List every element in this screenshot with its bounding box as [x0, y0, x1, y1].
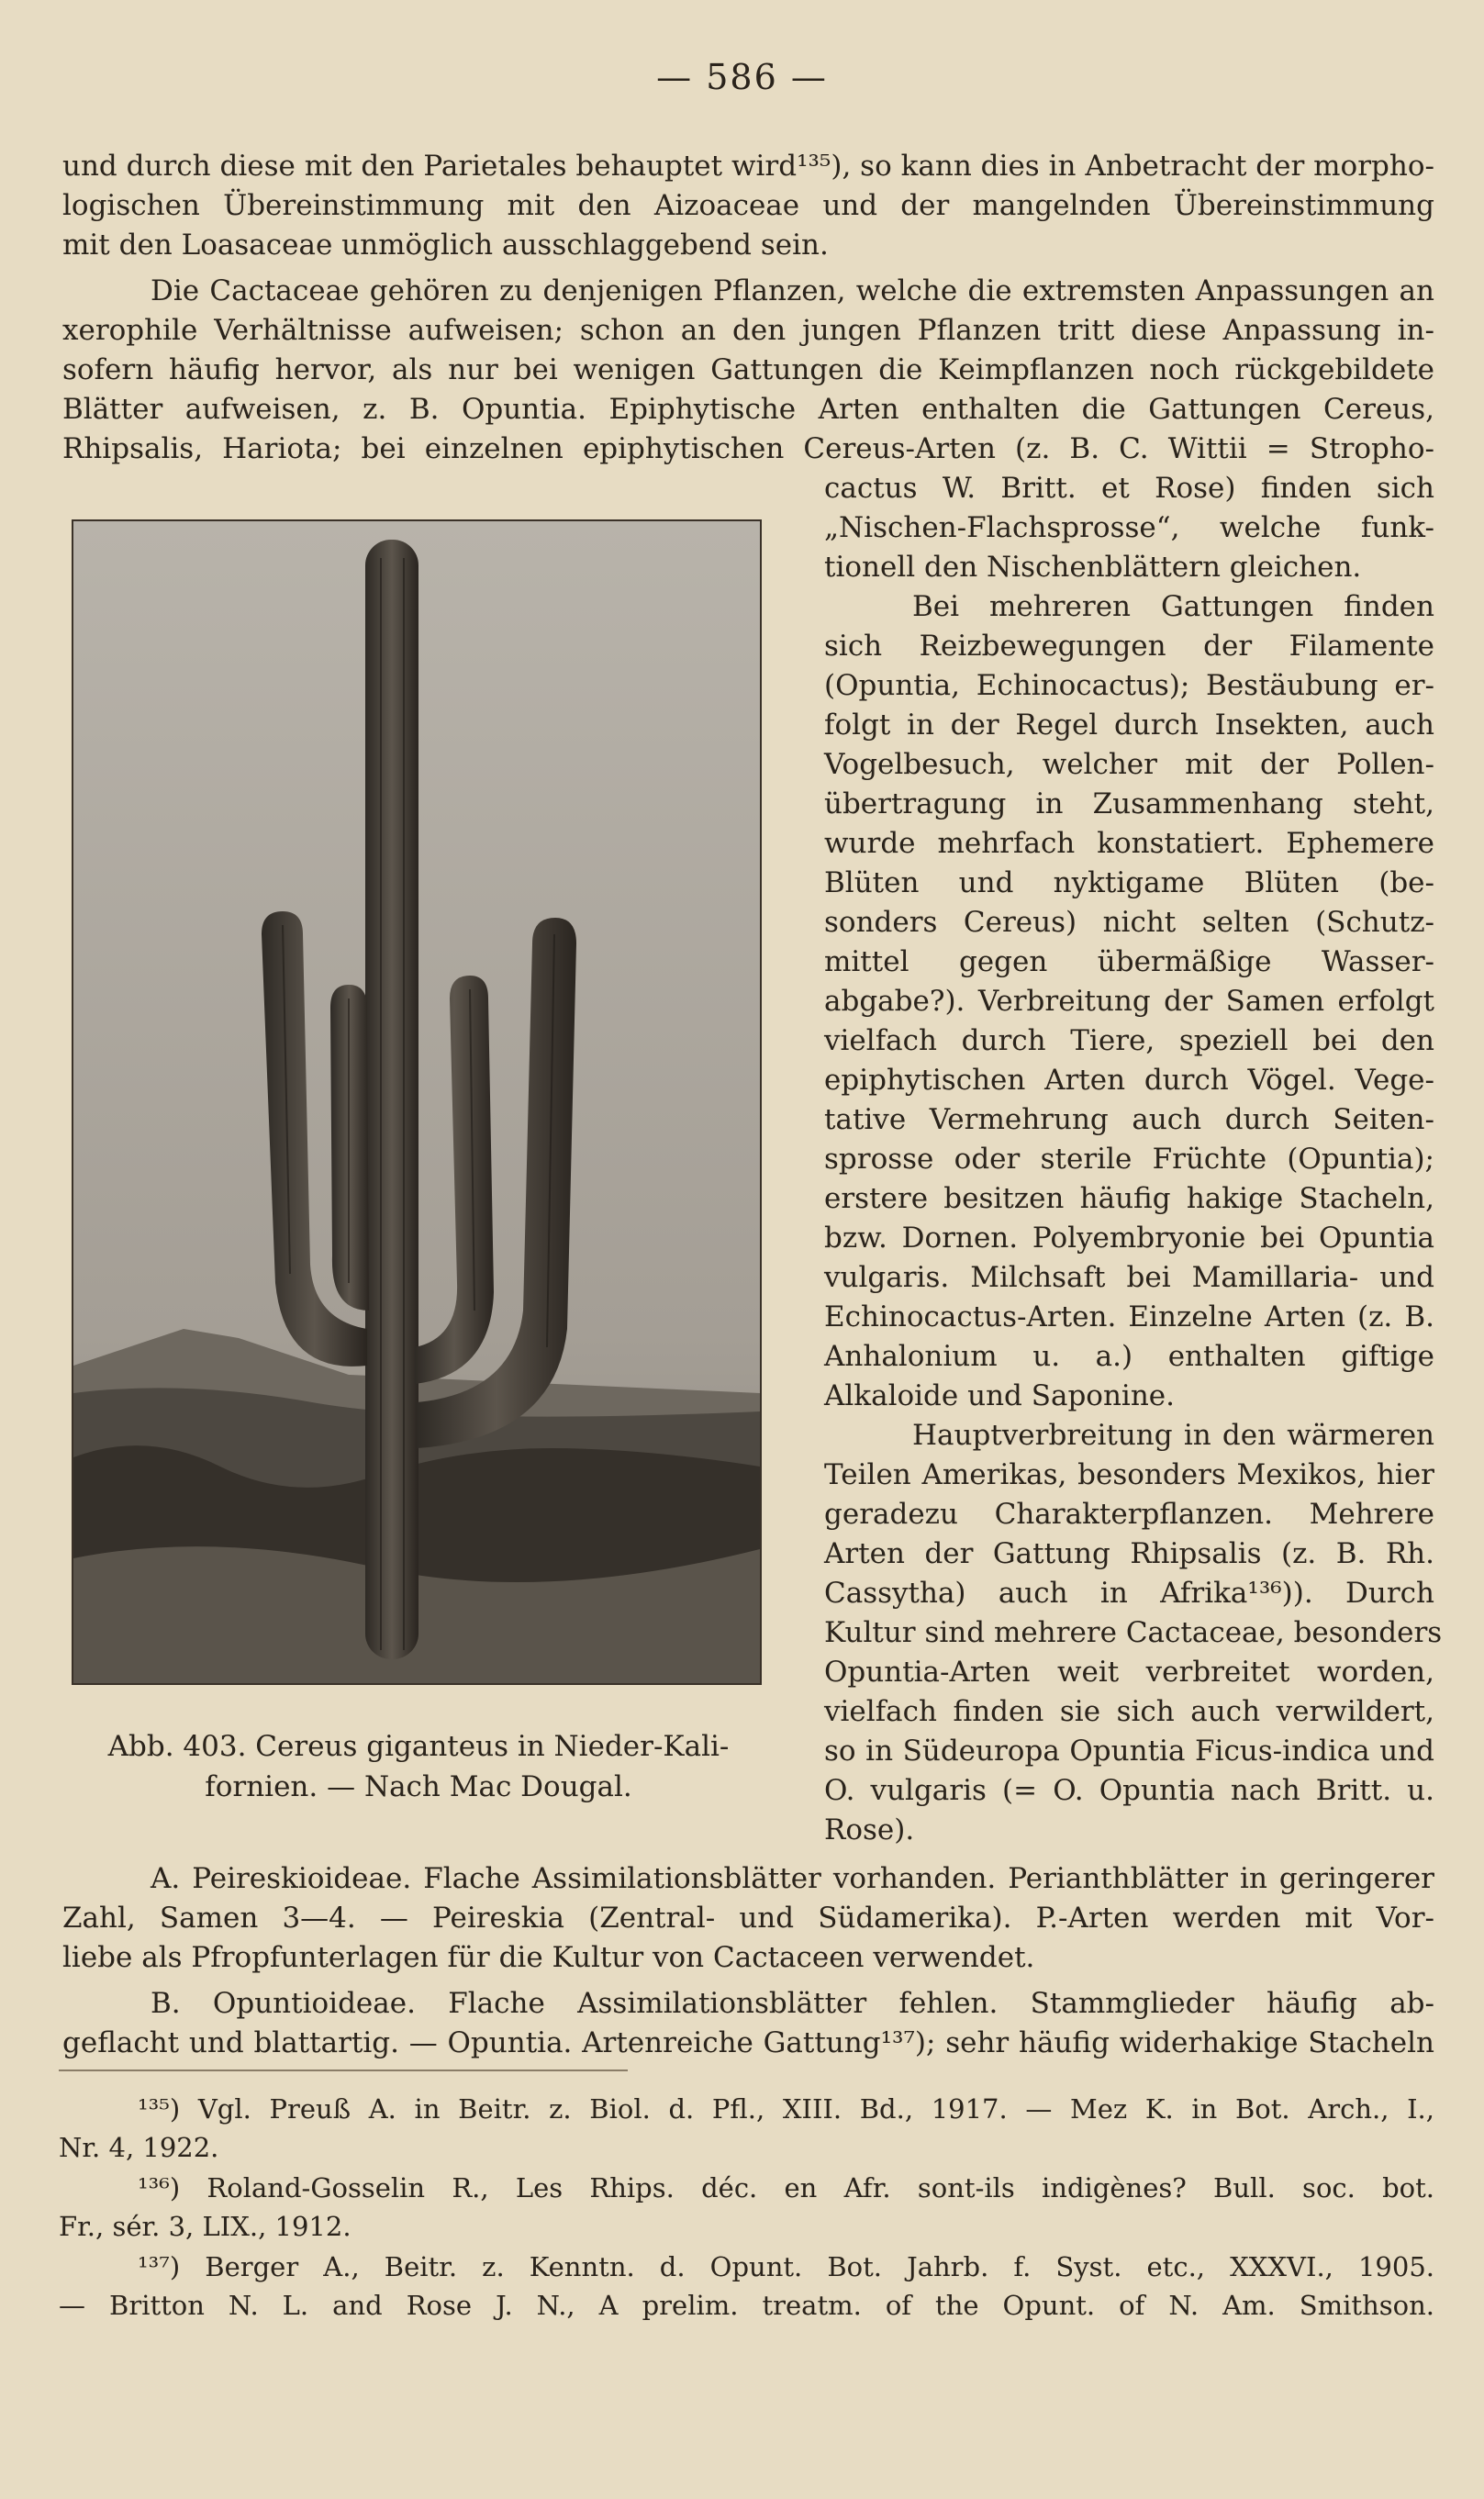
- text-line: cactus W. Britt. et Rose) finden sich: [824, 472, 1434, 505]
- text-line: liebe als Pfropfunterlagen für die Kultur von Cactaceen verwendet.: [62, 1941, 1035, 1974]
- text-line: Blüten und nyktigame Blüten (be-: [824, 866, 1434, 899]
- text-line: folgt in der Regel durch Insekten, auch: [824, 708, 1434, 742]
- text-line: Alkaloide und Saponine.: [824, 1379, 1176, 1412]
- footnote-line: Nr. 4, 1922.: [59, 2132, 219, 2163]
- text-line: mittel gegen übermäßige Wasser-: [824, 945, 1434, 978]
- text-line: Opuntia-Arten weit verbreitet worden,: [824, 1656, 1434, 1689]
- text-line: sprosse oder sterile Früchte (Opuntia);: [824, 1143, 1434, 1176]
- figure-caption-line: fornien. — Nach Mac Dougal.: [205, 1770, 632, 1803]
- text-line: Teilen Amerikas, besonders Mexikos, hier: [824, 1458, 1434, 1491]
- text-line: Bei mehreren Gattungen finden: [912, 590, 1434, 623]
- text-line: vulgaris. Milchsaft bei Mamillaria- und: [824, 1261, 1434, 1294]
- text-line: geradezu Charakterpflanzen. Mehrere: [824, 1498, 1434, 1531]
- text-line: erstere besitzen häufig hakige Stacheln,: [824, 1182, 1434, 1215]
- text-line: Rhipsalis, Hariota; bei einzelnen epiphytischen Cereus-Arten (z. B. C. Wittii = Stropho-: [62, 432, 1434, 465]
- text-line: B. Opuntioideae. Flache Assimilationsblätter fehlen. Stammglieder häufig ab-: [151, 1987, 1434, 2020]
- footnote-line: — Britton N. L. and Rose J. N., A prelim. treatm. of the Opunt. of N. Am. Smithson.: [59, 2290, 1434, 2321]
- text-line: Blätter aufweisen, z. B. Opuntia. Epiphytische Arten enthalten die Gattungen Cereus,: [62, 393, 1434, 426]
- text-line: xerophile Verhältnisse aufweisen; schon an den jungen Pflanzen tritt diese Anpassung in-: [62, 314, 1434, 347]
- text-line: übertragung in Zusammenhang steht,: [824, 787, 1434, 820]
- text-line: „Nischen-Flachsprosse“, welche funk-: [824, 511, 1434, 544]
- text-line: Echinocactus-Arten. Einzelne Arten (z. B.: [824, 1300, 1434, 1333]
- text-line: sonders Cereus) nicht selten (Schutz-: [824, 906, 1434, 939]
- text-line: A. Peireskioideae. Flache Assimilationsblätter vorhanden. Perianthblätter in geringerer: [151, 1862, 1434, 1895]
- text-line: und durch diese mit den Parietales behauptet wird¹³⁵), so kann dies in Anbetracht der morpho-: [62, 150, 1434, 183]
- footnote-line: Fr., sér. 3, LIX., 1912.: [59, 2211, 351, 2242]
- page-number: — 586 —: [656, 57, 828, 97]
- text-line: wurde mehrfach konstatiert. Ephemere: [824, 827, 1434, 860]
- text-line: mit den Loasaceae unmöglich ausschlaggebend sein.: [62, 229, 829, 262]
- text-line: logischen Übereinstimmung mit den Aizoaceae und der mangelnden Übereinstimmung: [62, 189, 1434, 222]
- text-line: sofern häufig hervor, als nur bei wenigen Gattungen die Keimpflanzen noch rückgebildete: [62, 353, 1434, 386]
- text-line: Cassytha) auch in Afrika¹³⁶)). Durch: [824, 1577, 1434, 1610]
- text-line: vielfach durch Tiere, speziell bei den: [824, 1024, 1434, 1057]
- text-line: Rose).: [824, 1813, 915, 1846]
- text-line: Hauptverbreitung in den wärmeren: [912, 1419, 1434, 1452]
- footnote-divider: [59, 2069, 628, 2071]
- text-line: Arten der Gattung Rhipsalis (z. B. Rh.: [824, 1537, 1434, 1570]
- text-line: epiphytischen Arten durch Vögel. Vege-: [824, 1064, 1434, 1097]
- text-line: bzw. Dornen. Polyembryonie bei Opuntia: [824, 1222, 1434, 1255]
- cactus-photograph: [72, 519, 762, 1685]
- text-line: Vogelbesuch, welcher mit der Pollen-: [824, 748, 1434, 781]
- text-line: sich Reizbewegungen der Filamente: [824, 630, 1434, 663]
- text-line: tionell den Nischenblättern gleichen.: [824, 551, 1362, 584]
- footnote-line: ¹³⁵) Vgl. Preuß A. in Beitr. z. Biol. d. Pfl., XIII. Bd., 1917. — Mez K. in Bot. Arch., I.,: [138, 2093, 1434, 2125]
- text-line: Kultur sind mehrere Cactaceae, besonders: [824, 1616, 1443, 1649]
- footnote-line: ¹³⁶) Roland-Gosselin R., Les Rhips. déc. en Afr. sont-ils indigènes? Bull. soc. bot.: [138, 2172, 1434, 2203]
- footnote-line: ¹³⁷) Berger A., Beitr. z. Kenntn. d. Opunt. Bot. Jahrb. f. Syst. etc., XXXVI., 1905.: [138, 2251, 1434, 2282]
- text-line: Zahl, Samen 3—4. — Peireskia (Zentral- und Südamerika). P.-Arten werden mit Vor-: [62, 1902, 1434, 1935]
- figure-caption-line: Abb. 403. Cereus giganteus in Nieder-Kali-: [107, 1730, 730, 1763]
- text-line: Die Cactaceae gehören zu denjenigen Pflanzen, welche die extremsten Anpassungen an: [151, 274, 1434, 307]
- text-line: abgabe?). Verbreitung der Samen erfolgt: [824, 985, 1434, 1018]
- text-line: vielfach finden sie sich auch verwildert,: [824, 1695, 1434, 1728]
- text-line: Anhalonium u. a.) enthalten giftige: [824, 1340, 1434, 1373]
- text-line: so in Südeuropa Opuntia Ficus-indica und: [824, 1735, 1434, 1768]
- cactus-illustration: [73, 521, 760, 1683]
- text-line: O. vulgaris (= O. Opuntia nach Britt. u.: [824, 1774, 1434, 1807]
- text-line: tative Vermehrung auch durch Seiten-: [824, 1103, 1434, 1136]
- text-line: (Opuntia, Echinocactus); Bestäubung er-: [824, 669, 1434, 702]
- text-line: geflacht und blattartig. — Opuntia. Artenreiche Gattung¹³⁷); sehr häufig widerhakige Stacheln: [62, 2026, 1434, 2059]
